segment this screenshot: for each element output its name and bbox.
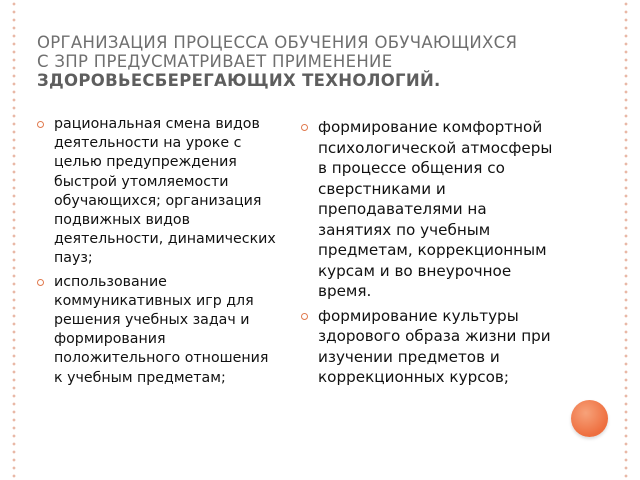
left-column <box>37 115 279 392</box>
bullet-circle-icon <box>301 313 308 320</box>
list-item-text: рациональная смена видов деятельности на уроке с целью предупреждения быстрой утомляемости обучающихся; организация подвижных видов деятельности, динамических пауз; <box>54 116 276 267</box>
list-item-text: использование коммуникативных игр для решения учебных задач и формирования положительного отношения к учебным предметам; <box>54 273 269 386</box>
decorative-orange-circle-icon <box>571 400 608 437</box>
bullet-circle-icon <box>37 121 44 128</box>
list-item <box>301 117 553 302</box>
bullet-circle-icon <box>301 124 308 131</box>
right-dot-border <box>622 0 630 480</box>
list-item-text: формирование комфортной психологической атмосферы в процессе общения со сверстниками и преподавателями на занятиях по учебным предметам, коррекционным курсам и во внеурочное время. <box>318 118 553 300</box>
bullet-circle-icon <box>37 279 44 286</box>
list-item <box>301 306 553 388</box>
list-item <box>37 115 279 269</box>
list-item-text: формирование культуры здорового образа жизни при изучении предметов и коррекционных курсов; <box>318 306 551 386</box>
right-column <box>301 117 553 392</box>
list-item <box>37 273 279 388</box>
left-dot-border <box>10 0 18 480</box>
title-line-3: ЗДОРОВЬЕСБЕРЕГАЮЩИХ ТЕХНОЛОГИЙ. <box>37 71 441 90</box>
title-line-2: С ЗПР ПРЕДУСМАТРИВАЕТ ПРИМЕНЕНИЕ <box>37 52 393 71</box>
slide-title <box>37 33 597 90</box>
title-line-1: ОРГАНИЗАЦИЯ ПРОЦЕССА ОБУЧЕНИЯ ОБУЧАЮЩИХСЯ <box>37 33 518 52</box>
